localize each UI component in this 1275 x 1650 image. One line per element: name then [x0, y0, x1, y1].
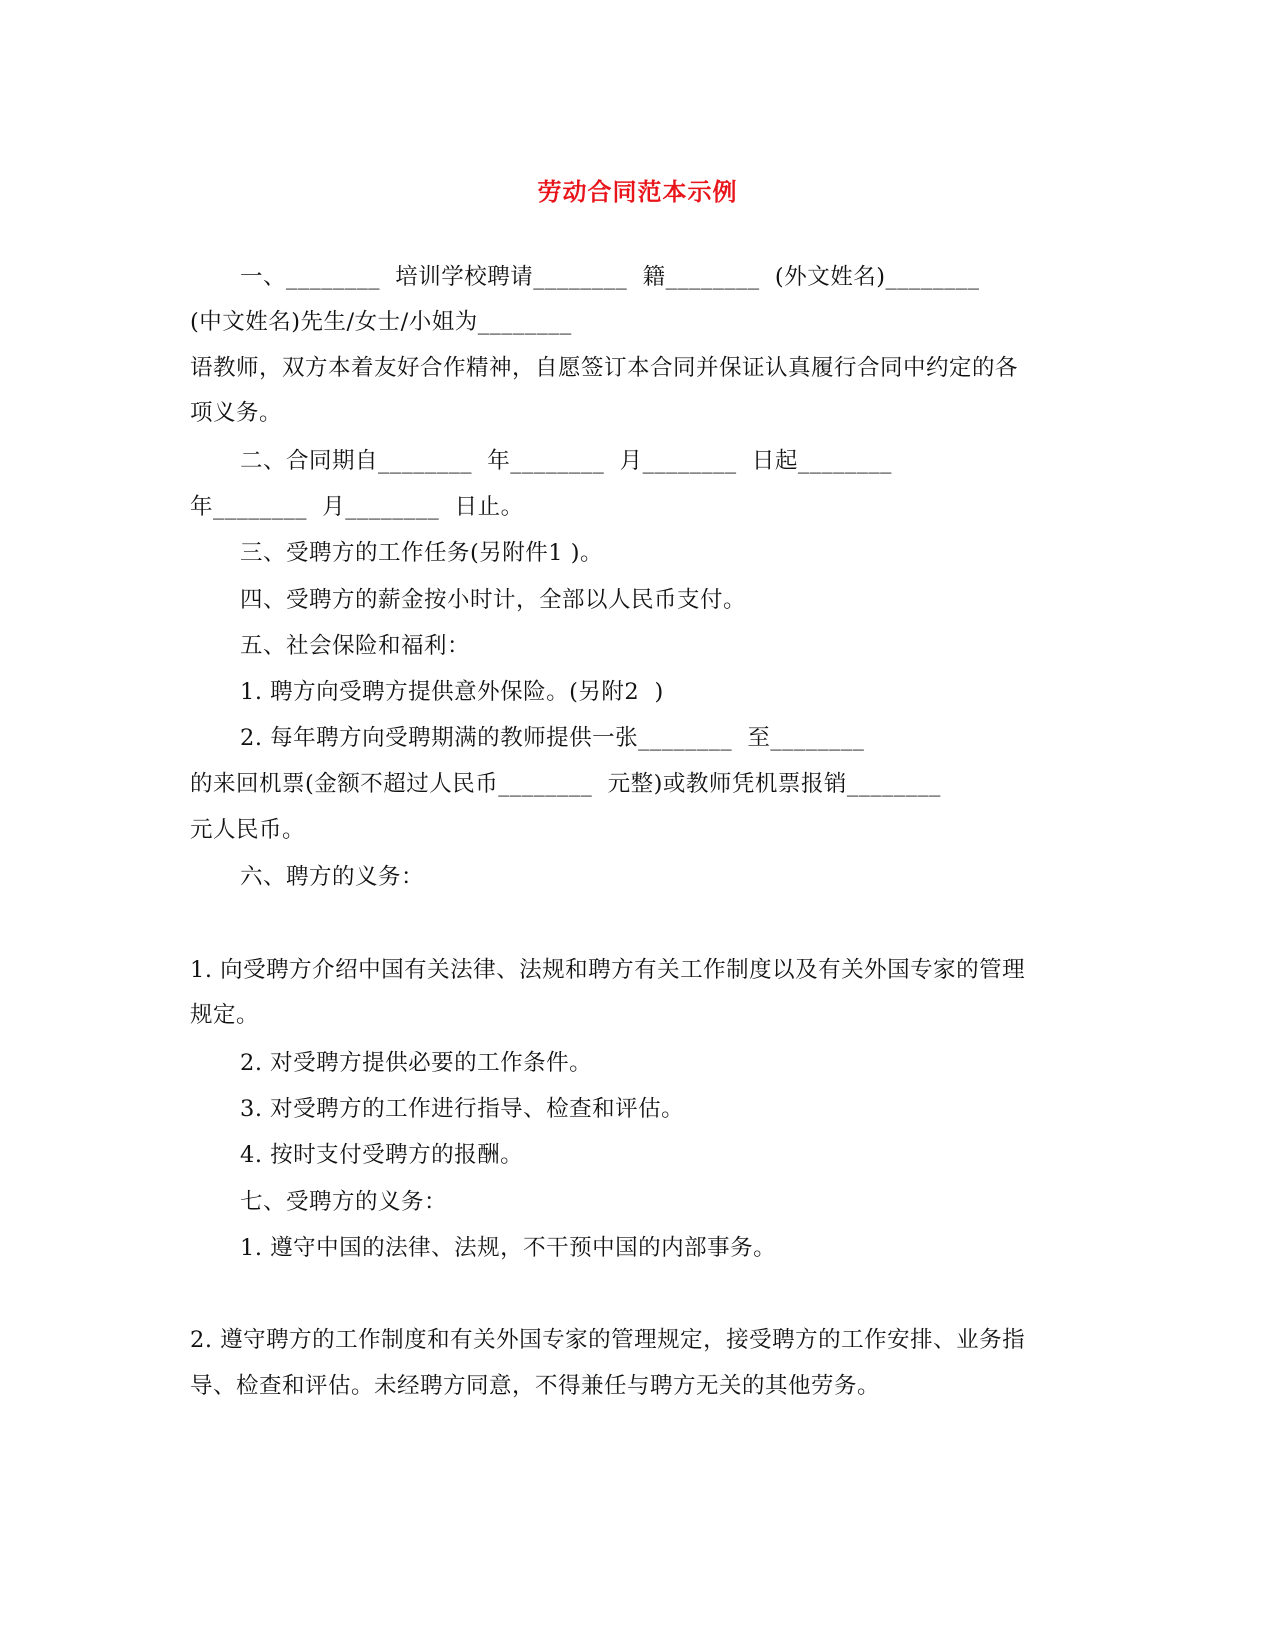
clause-2-line-1: 二、合同期自________ 年________ 月________ 日起________	[240, 448, 892, 474]
clause-1-line-1: 一、________ 培训学校聘请________ 籍________ (外文姓名)________	[240, 264, 980, 290]
clause-3: 三、受聘方的工作任务(另附件1 )。	[240, 540, 604, 566]
document-title: 劳动合同范本示例	[537, 177, 738, 206]
clause-6-item-2: 2. 对受聘方提供必要的工作条件。	[240, 1050, 593, 1076]
clause-1-line-3: 语教师，双方本着友好合作精神，自愿签订本合同并保证认真履行合同中约定的各	[190, 355, 1019, 381]
clause-7-item-1: 1. 遵守中国的法律、法规，不干预中国的内部事务。	[240, 1235, 777, 1261]
clause-5-item-2-line-1: 2. 每年聘方向受聘期满的教师提供一张________ 至________	[240, 725, 865, 751]
clause-7-heading: 七、受聘方的义务：	[240, 1189, 448, 1215]
clause-6-item-4: 4. 按时支付受聘方的报酬。	[240, 1142, 524, 1168]
clause-5-item-2-line-2: 的来回机票(金额不超过人民币________ 元整)或教师凭机票报销________	[190, 771, 941, 797]
clause-5-item-1: 1. 聘方向受聘方提供意外保险。(另附2 )	[240, 679, 664, 705]
clause-6-item-1-line-1: 1. 向受聘方介绍中国有关法律、法规和聘方有关工作制度以及有关外国专家的管理	[190, 957, 1026, 983]
clause-5-heading: 五、社会保险和福利：	[240, 633, 471, 659]
clause-7-item-2-line-2: 导、检查和评估。未经聘方同意，不得兼任与聘方无关的其他劳务。	[190, 1373, 881, 1399]
clause-1-line-2: (中文姓名)先生/女士/小姐为________	[190, 309, 572, 335]
clause-6-item-1-line-2: 规定。	[190, 1002, 260, 1028]
clause-4: 四、受聘方的薪金按小时计，全部以人民币支付。	[240, 587, 747, 613]
clause-1-line-4: 项义务。	[190, 400, 283, 426]
clause-6-heading: 六、聘方的义务：	[240, 864, 425, 890]
clause-7-item-2-line-1: 2. 遵守聘方的工作制度和有关外国专家的管理规定，接受聘方的工作安排、业务指	[190, 1327, 1026, 1353]
clause-6-item-3: 3. 对受聘方的工作进行指导、检查和评估。	[240, 1096, 685, 1122]
clause-5-item-2-line-3: 元人民币。	[190, 817, 306, 843]
clause-2-line-2: 年________ 月________ 日止。	[190, 494, 524, 520]
